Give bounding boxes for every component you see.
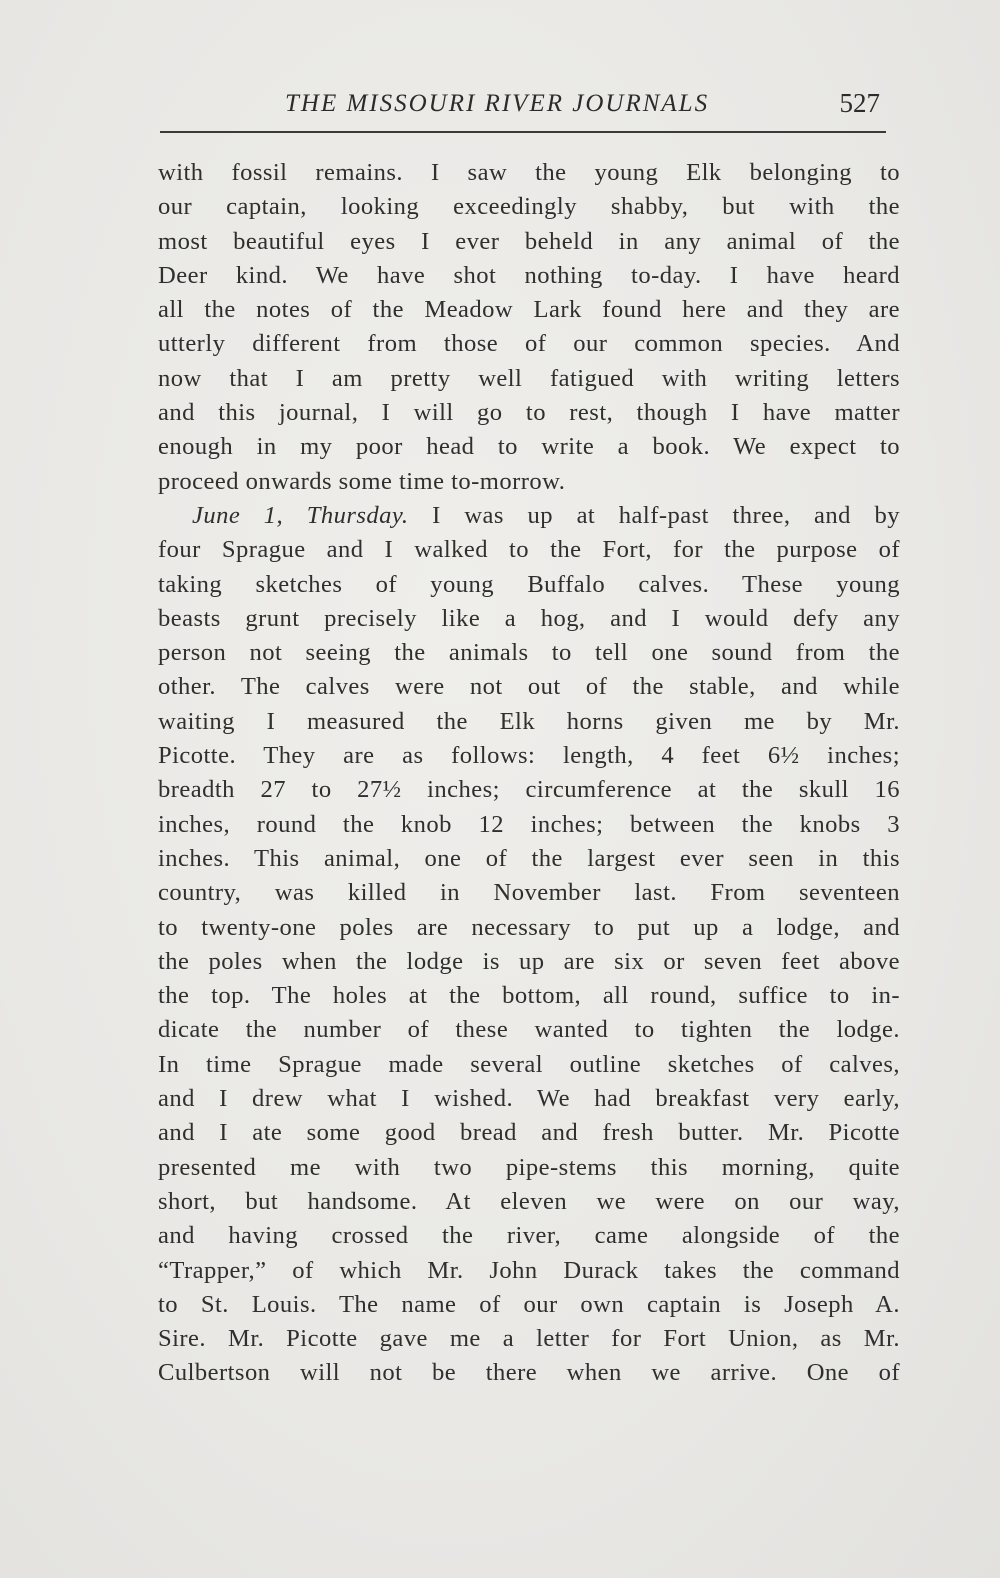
text-line: beasts grunt precisely like a hog, and I would defy any	[158, 604, 900, 632]
text-line: Sire. Mr. Picotte gave me a letter for Fort Union, as Mr.	[158, 1325, 900, 1353]
text-line-with-date	[158, 499, 900, 533]
text-line: with fossil remains. I saw the young Elk belonging to	[158, 159, 900, 186]
header-rule	[160, 131, 886, 133]
text-line: waiting I measured the Elk horns given me by Mr.	[158, 707, 900, 735]
text-line-rest: I was up at half-past three, and by	[432, 501, 900, 529]
text-line: short, but handsome. At eleven we were on our way,	[158, 1187, 900, 1215]
text-line: inches, round the knob 12 inches; between the knobs 3	[158, 810, 900, 838]
text-line: most beautiful eyes I ever beheld in any animal of the	[158, 227, 900, 255]
text-line: utterly different from those of our common species. And	[158, 330, 900, 358]
text-line: proceed onwards some time to-morrow.	[158, 467, 566, 495]
running-title: THE MISSOURI RIVER JOURNALS	[285, 90, 710, 117]
text-line: and this journal, I will go to rest, though I have matter	[158, 399, 900, 427]
text-line: all the notes of the Meadow Lark found here and they are	[158, 296, 900, 324]
text-line: enough in my poor head to write a book. We expect to	[158, 433, 900, 461]
text-line: to twenty-one poles are necessary to put up a lodge, and	[158, 913, 900, 941]
text-line: and I ate some good bread and fresh butter. Mr. Picotte	[158, 1119, 900, 1147]
text-line: Deer kind. We have shot nothing to-day. I have heard	[158, 261, 900, 289]
text-line: taking sketches of young Buffalo calves. These young	[158, 570, 900, 598]
text-line: Picotte. They are as follows: length, 4 feet 6½ inches;	[158, 742, 900, 770]
text-line: breadth 27 to 27½ inches; circumference at the skull 16	[158, 776, 900, 804]
text-line: the top. The holes at the bottom, all round, suffice to in-	[158, 982, 900, 1010]
text-line: to St. Louis. The name of our own captain is Joseph A.	[158, 1290, 900, 1318]
text-line: inches. This animal, one of the largest ever seen in this	[158, 844, 900, 872]
text-line: now that I am pretty well fatigued with writing letters	[158, 364, 900, 392]
text-line: and I drew what I wished. We had breakfast very early,	[158, 1085, 900, 1113]
text-line: dicate the number of these wanted to tighten the lodge.	[158, 1016, 900, 1044]
text-line: country, was killed in November last. From seventeen	[158, 879, 900, 907]
page-header	[160, 86, 886, 126]
text-line: the poles when the lodge is up are six or seven feet above	[158, 947, 900, 975]
page-number: 527	[839, 88, 880, 118]
text-line: other. The calves were not out of the stable, and while	[158, 673, 900, 701]
text-line: four Sprague and I walked to the Fort, for the purpose of	[158, 536, 900, 564]
text-line: and having crossed the river, came alongside of the	[158, 1222, 900, 1250]
text-line: our captain, looking exceedingly shabby, but with the	[158, 193, 900, 221]
date-heading: June 1, Thursday.	[192, 501, 409, 529]
text-line: person not seeing the animals to tell one sound from the	[158, 639, 900, 667]
text-line: “Trapper,” of which Mr. John Durack takes the command	[158, 1256, 900, 1284]
text-line: presented me with two pipe-stems this morning, quite	[158, 1153, 900, 1181]
body-text	[158, 156, 900, 1391]
text-line: In time Sprague made several outline sketches of calves,	[158, 1050, 900, 1078]
text-line: Culbertson will not be there when we arrive. One of	[158, 1359, 900, 1387]
